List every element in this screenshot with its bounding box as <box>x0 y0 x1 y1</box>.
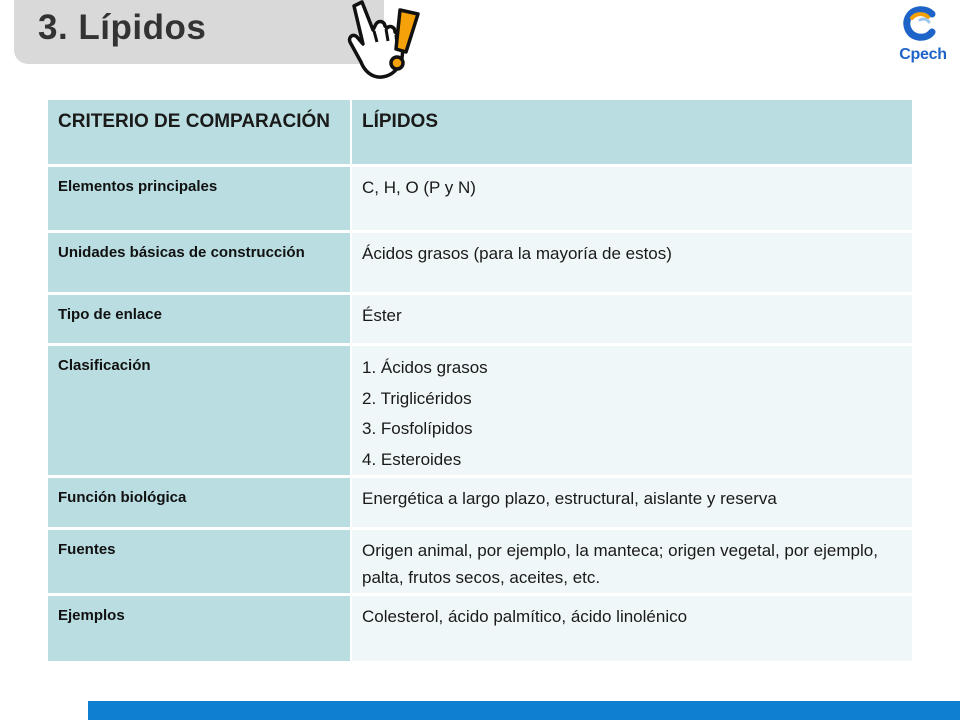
list-item: 2. Triglicéridos <box>362 388 472 408</box>
table-row <box>48 167 912 230</box>
comparison-table <box>48 97 912 664</box>
row-value: Energética a largo plazo, estructural, aislante y reserva <box>352 478 912 527</box>
classification-list <box>352 346 912 475</box>
row-value: Colesterol, ácido palmítico, ácido linolénico <box>352 596 912 661</box>
row-criterion: Unidades básicas de construcción <box>48 233 352 292</box>
pointing-hand-icon <box>346 0 426 82</box>
list-item: 1. Ácidos grasos <box>362 358 488 377</box>
row-value: Ácidos grasos (para la mayoría de estos) <box>352 233 912 292</box>
header-lipids: LÍPIDOS <box>352 100 912 164</box>
table-row <box>48 530 912 593</box>
row-criterion: Fuentes <box>48 530 352 593</box>
row-criterion: Función biológica <box>48 478 352 527</box>
list-item: 4. Esteroides <box>362 449 462 469</box>
row-criterion: Elementos principales <box>48 167 352 230</box>
table-row <box>48 233 912 292</box>
cpech-logo <box>890 6 956 66</box>
row-criterion: Tipo de enlace <box>48 295 352 343</box>
row-value: C, H, O (P y N) <box>352 167 912 230</box>
table-row <box>48 478 912 527</box>
row-value: Origen animal, por ejemplo, la manteca; origen vegetal, por ejemplo, palta, frutos secos, aceites, etc. <box>352 530 912 593</box>
logo-mark-icon <box>890 6 956 46</box>
list-item: 3. Fosfolípidos <box>362 419 473 438</box>
table-row <box>48 295 912 343</box>
page-title: 3. Lípidos <box>38 8 207 47</box>
logo-text: Cpech <box>899 46 947 63</box>
table-row <box>48 346 912 475</box>
row-value: Éster <box>352 295 912 343</box>
row-criterion: Ejemplos <box>48 596 352 661</box>
table-row <box>48 596 912 661</box>
row-criterion: Clasificación <box>48 346 352 475</box>
header-criterion: CRITERIO DE COMPARACIÓN <box>48 100 352 164</box>
table-header-row <box>48 100 912 164</box>
bottom-bar <box>88 701 960 720</box>
